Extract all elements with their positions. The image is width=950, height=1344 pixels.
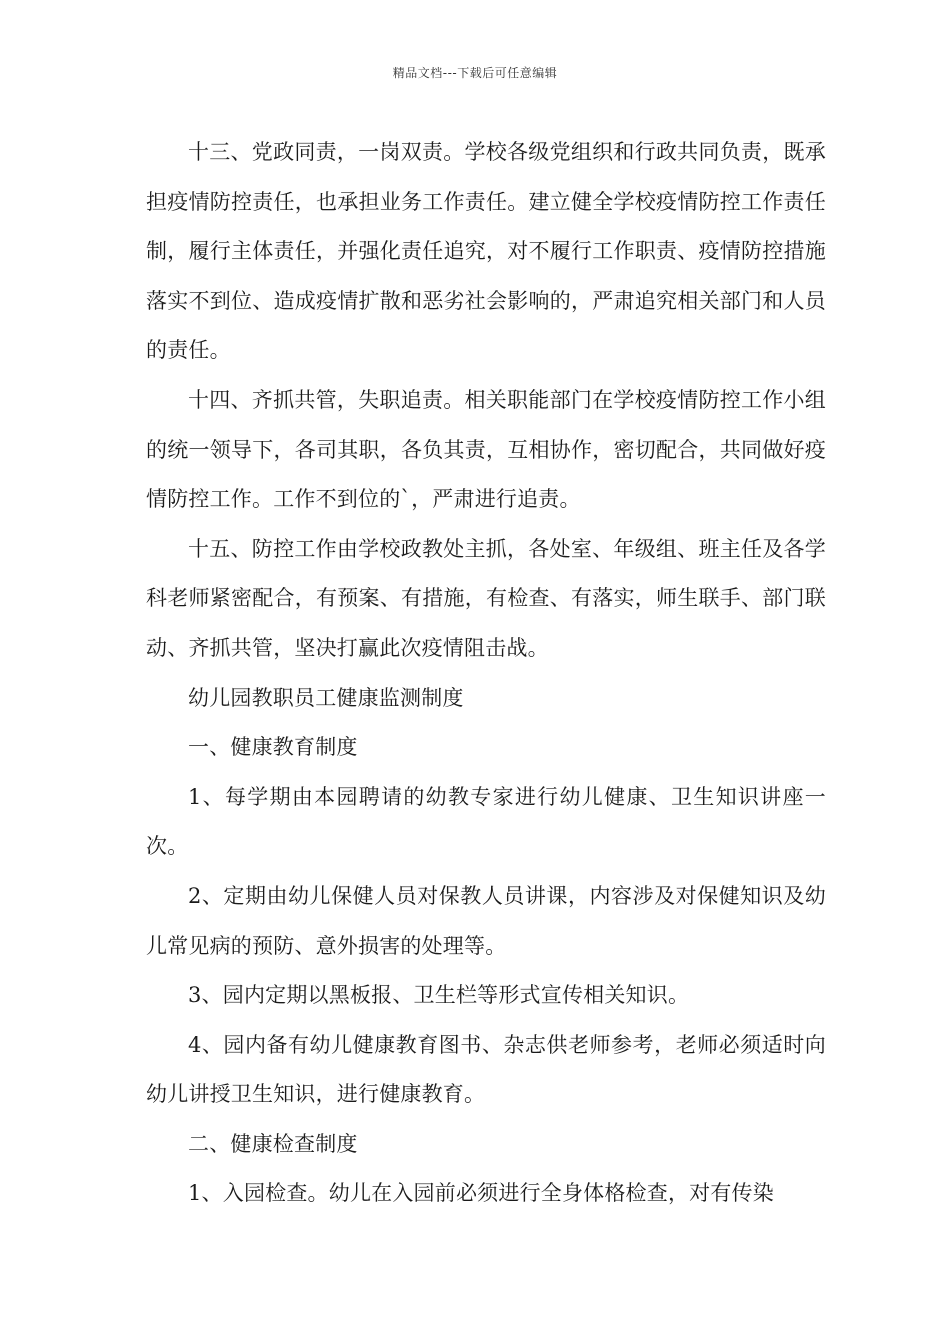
heading-health-check: 二、健康检查制度 [188, 1131, 358, 1156]
document-body [146, 128, 826, 1219]
paragraph-13: 十三、党政同责，一岗双责。学校各级党组织和行政共同负责，既承担疫情防控责任，也承担业务工作责任。建立健全学校疫情防控工作责任制，履行主体责任，并强化责任追究，对不履行工作职责、疫情防控措施落实不到位、造成疫情扩散和恶劣社会影响的，严肃追究相关部门和人员的责任。 [146, 140, 826, 363]
section-title: 幼儿园教职员工健康监测制度 [188, 685, 464, 710]
paragraph-education-3: 3、园内定期以黑板报、卫生栏等形式宣传相关知识。 [188, 983, 690, 1008]
paragraph-15: 十五、防控工作由学校政教处主抓，各处室、年级组、班主任及各学科老师紧密配合，有预案、有措施，有检查、有落实，师生联手、部门联动、齐抓共管，坚决打赢此次疫情阻击战。 [146, 536, 826, 660]
paragraph-education-1: 1、每学期由本园聘请的幼教专家进行幼儿健康、卫生知识讲座一次。 [146, 784, 826, 859]
paragraph-14: 十四、齐抓共管，失职追责。相关职能部门在学校疫情防控工作小组的统一领导下，各司其职，各负其责，互相协作，密切配合，共同做好疫情防控工作。工作不到位的`，严肃进行追责。 [146, 387, 826, 512]
paragraph-education-2: 2、定期由幼儿保健人员对保教人员讲课，内容涉及对保健知识及幼儿常见病的预防、意外损害的处理等。 [146, 883, 826, 958]
heading-health-education: 一、健康教育制度 [188, 735, 358, 760]
paragraph-education-4: 4、园内备有幼儿健康教育图书、杂志供老师参考，老师必须适时向幼儿讲授卫生知识，进行健康教育。 [146, 1032, 826, 1107]
page-header: 精品文档---下载后可任意编辑 [392, 66, 558, 80]
paragraph-check-1: 1、入园检查。幼儿在入园前必须进行全身体格检查，对有传染 [188, 1181, 774, 1206]
